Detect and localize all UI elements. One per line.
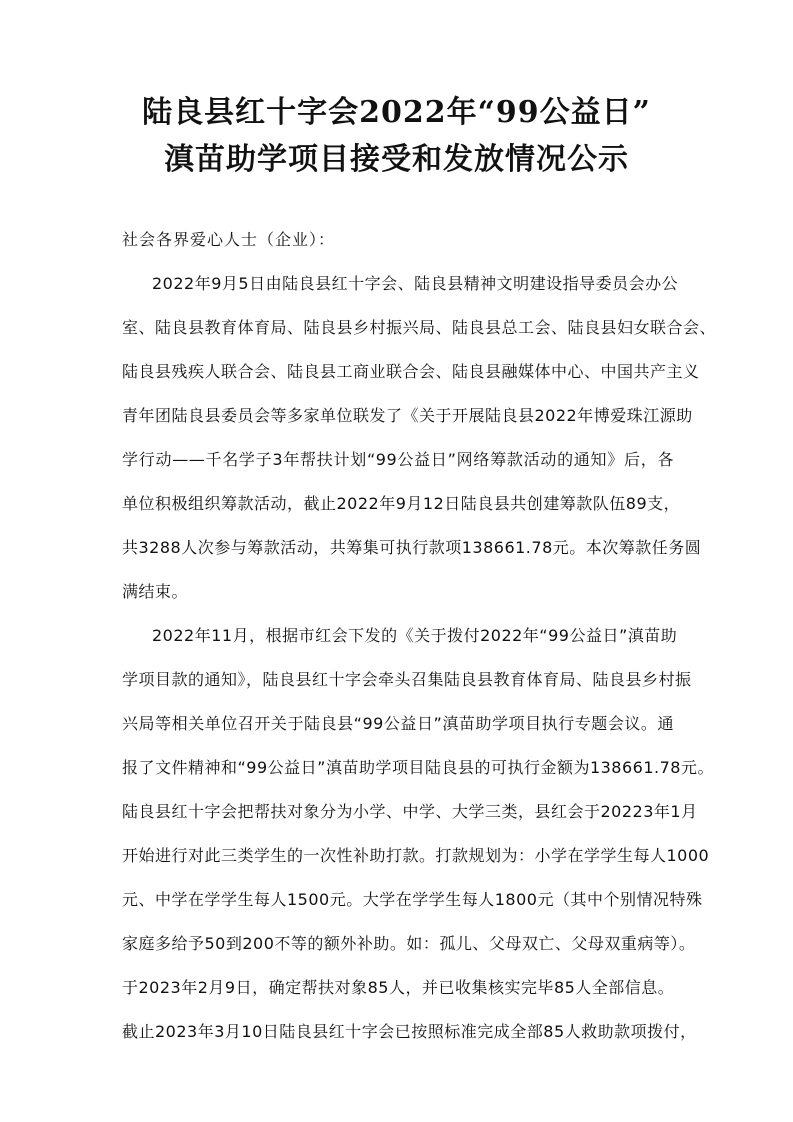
body-line: 报了文件精神和“99公益日”滇苗助学项目陆良县的可执行金额为138661.78元。 bbox=[122, 758, 714, 777]
body-line: 学行动——千名学子3年帮扶计划“99公益日”网络筹款活动的通知》后，各 bbox=[122, 450, 674, 469]
body-line: 共3288人次参与筹款活动，共筹集可执行款项138661.78元。本次筹款任务圆 bbox=[122, 538, 702, 557]
body-line: 开始进行对此三类学生的一次性补助打款。打款规划为：小学在学学生每人1000 bbox=[122, 846, 710, 865]
body-line: 家庭多给予50到200不等的额外补助。如：孤儿、父母双亡、父母双重病等）。 bbox=[122, 934, 696, 953]
body-line: 于2023年2月9日，确定帮扶对象85人，并已收集核实完毕85人全部信息。 bbox=[122, 978, 675, 997]
body-line: 元、中学在学学生每人1500元。大学在学学生每人1800元（其中个别情况特殊 bbox=[122, 890, 703, 909]
document-title-line-1: 陆良县红十字会2022年“99公益日” bbox=[142, 95, 651, 130]
body-line: 2022年11月，根据市红会下发的《关于拨付2022年“99公益日”滇苗助 bbox=[152, 626, 678, 645]
body-line: 截止2023年3月10日陆良县红十字会已按照标准完成全部85人救助款项拨付， bbox=[122, 1022, 697, 1041]
salutation: 社会各界爱心人士（企业）： bbox=[122, 230, 336, 249]
body-line: 陆良县红十字会把帮扶对象分为小学、中学、大学三类，县红会于20223年1月 bbox=[122, 802, 698, 821]
body-line: 室、陆良县教育体育局、陆良县乡村振兴局、陆良县总工会、陆良县妇女联合会、 bbox=[122, 318, 717, 337]
body-line: 学项目款的通知》，陆良县红十字会牵头召集陆良县教育体育局、陆良县乡村振 bbox=[122, 670, 692, 689]
body-line: 陆良县残疾人联合会、陆良县工商业联合会、陆良县融媒体中心、中国共产主义 bbox=[122, 362, 700, 381]
document-title-line-2: 滇苗助学项目接受和发放情况公示 bbox=[164, 142, 629, 177]
body-line: 青年团陆良县委员会等多家单位联发了《关于开展陆良县2022年博爱珠江源助 bbox=[122, 406, 693, 425]
body-line: 兴局等相关单位召开关于陆良县“99公益日”滇苗助学项目执行专题会议。通 bbox=[122, 714, 674, 733]
body-line: 单位积极组织筹款活动，截止2022年9月12日陆良县共创建筹款队伍89支， bbox=[122, 494, 681, 513]
body-line: 2022年9月5日由陆良县红十字会、陆良县精神文明建设指导委员会办公 bbox=[152, 274, 679, 293]
body-line: 满结束。 bbox=[122, 582, 189, 601]
